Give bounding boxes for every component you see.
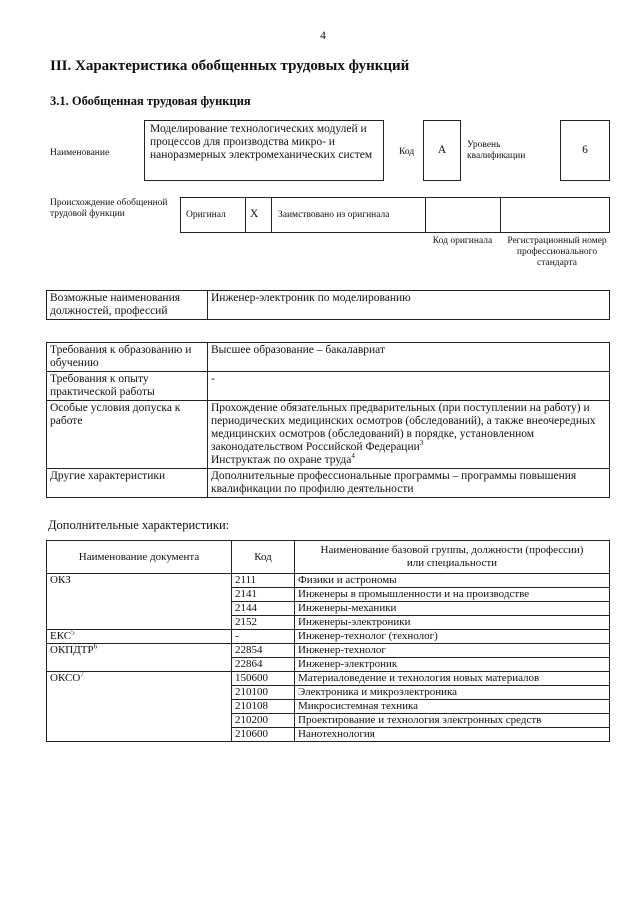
name-cell: Физики и астрономы: [295, 574, 610, 588]
req-value: [208, 401, 610, 469]
table-header-row: [47, 541, 610, 574]
origin-label: Происхождение обобщенной трудовой функции: [50, 198, 168, 219]
code-cell: 22864: [232, 658, 295, 672]
code-cell: 2144: [232, 602, 295, 616]
req-label: Особые условия допуска к работе: [47, 401, 208, 469]
name-cell: Инженеры-механики: [295, 602, 610, 616]
table-row: [47, 343, 610, 372]
name-cell: Инженеры в промышленности и на производстве: [295, 588, 610, 602]
code-cell: 2111: [232, 574, 295, 588]
code-box: [423, 120, 461, 181]
medical-check-text: Прохождение обязательных предварительных (при поступлении на работу) и периодических медицинских осмотров (обследований), а также внеочередных медицинских осмотров (обследований) в порядке, установленном законодательством Российской Федерации: [211, 402, 596, 453]
table-row: [47, 291, 610, 320]
req-value: Дополнительные профессиональные программы – программы повышения квалификации по профилю деятельности: [208, 469, 610, 498]
name-cell: Инженер-технолог: [295, 644, 610, 658]
req-label: Требования к опыту практической работы: [47, 372, 208, 401]
table-row: [47, 630, 610, 644]
name-cell: Материаловедение и технология новых материалов: [295, 672, 610, 686]
reg-number-caption: Регистрационный номер профессионального стандарта: [507, 236, 607, 268]
level-box: [560, 120, 610, 181]
section-title: III. Характеристика обобщенных трудовых функций: [50, 58, 410, 74]
footnote-ref: 4: [351, 452, 355, 461]
name-cell: Микросистемная техника: [295, 700, 610, 714]
code-cell: 210108: [232, 700, 295, 714]
code-cell: -: [232, 630, 295, 644]
req-label: Требования к образованию и обучению: [47, 343, 208, 372]
level-label: Уровень квалификации: [467, 140, 526, 161]
table-row: [47, 672, 610, 686]
requirements-table: [46, 342, 610, 498]
footnote-ref: 6: [93, 642, 98, 651]
level-value: 6: [582, 144, 588, 156]
code-cell: 210200: [232, 714, 295, 728]
additional-title: Дополнительные характеристики:: [48, 518, 230, 532]
name-cell: Инженеры-электроники: [295, 616, 610, 630]
doc-okpdtr: ОКПДТР$^6$: [47, 644, 232, 672]
code-cell: 22854: [232, 644, 295, 658]
table-row: [47, 574, 610, 588]
header-name: Наименование базовой группы, должности (профессии) или специальности: [295, 541, 610, 574]
doc-okso: ОКСО$^7$: [47, 672, 232, 742]
table-row: [47, 372, 610, 401]
page-number: 4: [320, 30, 326, 42]
name-label: Наименование: [50, 148, 110, 158]
code-cell: 210600: [232, 728, 295, 742]
req-value: Высшее образование – бакалавриат: [208, 343, 610, 372]
classifier-table: [46, 540, 610, 742]
table-row: [47, 644, 610, 658]
footnote-ref: 7: [80, 670, 84, 679]
name-cell: Проектирование и технология электронных средств: [295, 714, 610, 728]
positions-table: [46, 290, 610, 320]
name-cell: Нанотехнология: [295, 728, 610, 742]
footnote-ref: 3: [419, 439, 424, 448]
doc-eks: ЕКС$^5$: [47, 630, 232, 644]
function-name-box: [144, 120, 384, 181]
positions-label: Возможные наименования должностей, профессий: [47, 291, 208, 320]
code-label: Код: [399, 147, 415, 157]
code-cell: 210100: [232, 686, 295, 700]
header-code: Код: [232, 541, 295, 574]
subsection-title: 3.1. Обобщенная трудовая функция: [50, 94, 251, 108]
name-cell: Инженер-технолог (технолог): [295, 630, 610, 644]
original-label: Оригинал: [186, 210, 226, 220]
safety-briefing-text: Инструктаж по охране труда: [211, 454, 352, 466]
doc-okz: ОКЗ: [47, 574, 232, 630]
function-code: А: [437, 144, 447, 156]
positions-value: Инженер-электроник по моделированию: [208, 291, 610, 320]
header-doc: Наименование документа: [47, 541, 232, 574]
footnote-ref: 5: [71, 628, 75, 637]
name-cell: Инженер-электроник: [295, 658, 610, 672]
req-value: -: [208, 372, 610, 401]
code-cell: 150600: [232, 672, 295, 686]
original-mark: Х: [250, 208, 259, 220]
name-cell: Электроника и микроэлектроника: [295, 686, 610, 700]
borrowed-label: Заимствовано из оригинала: [278, 210, 390, 220]
code-original-caption: Код оригинала: [432, 236, 493, 246]
code-cell: 2141: [232, 588, 295, 602]
table-row: [47, 401, 610, 469]
code-cell: 2152: [232, 616, 295, 630]
function-name: Моделирование технологических модулей и процессов для производства микро- и наноразмерных электромеханических систем: [150, 123, 373, 161]
req-label: Другие характеристики: [47, 469, 208, 498]
table-row: [47, 469, 610, 498]
